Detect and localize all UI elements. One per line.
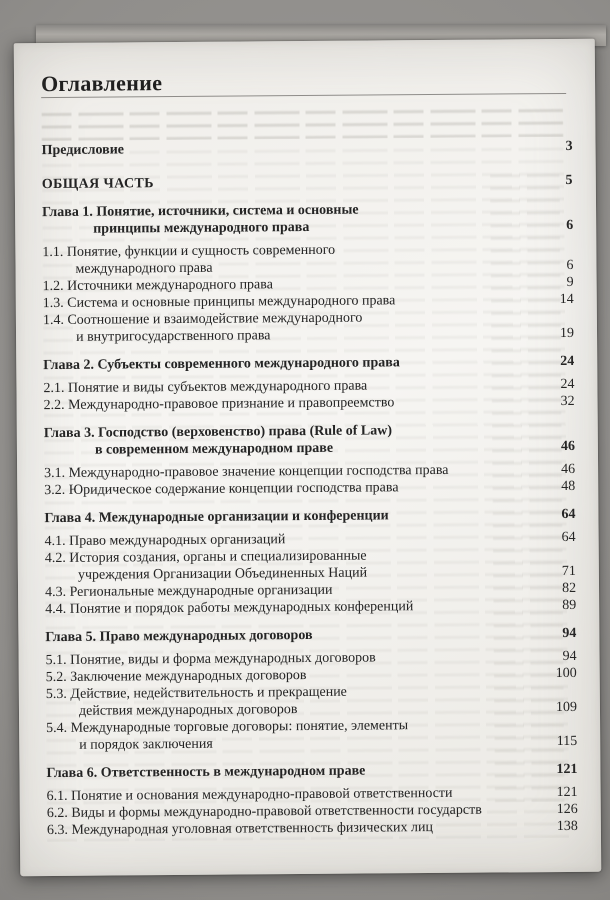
toc-entry-label: 1.3. Система и основные принципы международного права — [42, 293, 396, 312]
toc-entry-page-number: 121 — [556, 761, 578, 778]
toc-entry — [42, 240, 573, 278]
toc-entry-page-number: 19 — [559, 325, 575, 342]
toc-entry-label: 5.3. Действие, недействительность и прекращение действия международных договоров — [45, 684, 347, 719]
toc-entry — [45, 597, 576, 618]
toc-entry — [46, 716, 577, 754]
toc-entry-label: 5.2. Заключение международных договоров — [45, 668, 307, 686]
toc-entry-page-number: 48 — [561, 478, 576, 495]
toc-entry-page-number: 109 — [555, 699, 578, 716]
toc-entry-page-number: 100 — [555, 665, 577, 682]
toc-entry-page-number: 94 — [562, 625, 577, 642]
toc-entry-page-number: 94 — [562, 648, 577, 665]
toc-entry-label: Глава 3. Господство (верховенство) права (Rule of Law) в современном международном праве — [43, 423, 393, 458]
toc-entry — [44, 478, 575, 499]
toc-entry-label: 2.2. Международно-правовое признание и правопреемство — [43, 395, 395, 414]
toc-entry — [42, 200, 573, 238]
toc-entry-label: 6.2. Виды и формы международно-правовой ответственности государств — [46, 802, 482, 822]
toc-entry-page-number: 5 — [565, 172, 573, 188]
toc-entry — [45, 625, 576, 646]
toc-entry-page-number: 6 — [566, 217, 574, 233]
toc-entry-label: Глава 2. Субъекты современного международного права — [43, 355, 400, 374]
toc-entry — [44, 421, 575, 459]
toc-entry-page-number: 24 — [560, 353, 575, 370]
toc-entry-label: 4.2. История создания, органы и специализированные учреждения Организации Объединенных Наций — [44, 548, 368, 583]
toc-entry-label: Глава 5. Право международных договоров — [45, 627, 313, 646]
toc-entry-page-number: 89 — [562, 597, 577, 614]
toc-entry-page-number: 3 — [565, 138, 573, 154]
toc-entry-page-number: 64 — [561, 506, 576, 523]
toc-entry-page-number: 32 — [560, 393, 575, 410]
toc-entry-label: Глава 6. Ответственность в международном праве — [46, 763, 366, 782]
toc-entry — [42, 138, 573, 159]
toc-entry-label: 5.1. Понятие, виды и форма международных договоров — [45, 650, 376, 669]
toc-entry-label: 1.4. Соотношение и взаимодействие международного и внутригосударственного права — [42, 310, 363, 345]
toc-entry-label: 1.2. Источники международного права — [42, 277, 273, 295]
table-of-contents — [42, 138, 578, 839]
toc-entry-label: 3.1. Международно-правовое значение концепции господства права — [44, 462, 449, 482]
toc-entry — [42, 172, 573, 193]
toc-entry-label: 4.1. Право международных организаций — [44, 532, 286, 550]
toc-entry — [43, 308, 574, 346]
toc-entry — [46, 682, 577, 720]
toc-entry-page-number: 138 — [556, 818, 578, 835]
toc-entry-label: 1.1. Понятие, функции и сущность современного международного права — [42, 242, 336, 277]
toc-entry-page-number: 9 — [566, 274, 574, 290]
toc-entry — [44, 506, 575, 527]
book-page — [14, 39, 602, 877]
toc-entry-page-number: 24 — [560, 376, 575, 393]
toc-entry-label: Предисловие — [41, 142, 125, 159]
toc-entry — [47, 818, 578, 839]
toc-entry-page-number: 46 — [561, 461, 576, 478]
toc-entry-label: Глава 1. Понятие, источники, система и основные принципы международного права — [42, 202, 359, 237]
toc-entry-page-number: 14 — [559, 291, 574, 308]
showthrough-text-band — [41, 100, 563, 141]
toc-entry-page-number: 115 — [556, 733, 578, 750]
toc-entry-label: 6.1. Понятие и основания международно-правовой ответственности — [46, 785, 453, 805]
toc-entry-page-number: 46 — [560, 438, 575, 455]
toc-entry-label: 5.4. Международные торговые договоры: понятие, элементы и порядок заключения — [46, 718, 409, 753]
toc-entry-page-number: 6 — [566, 257, 574, 273]
page-title: Оглавление — [40, 69, 163, 96]
toc-entry-page-number: 64 — [561, 529, 576, 546]
toc-entry — [43, 353, 574, 374]
toc-entry-label: Глава 4. Международные организации и конференции — [44, 508, 389, 527]
toc-entry-label: ОБЩАЯ ЧАСТЬ — [41, 176, 154, 193]
toc-entry-page-number: 71 — [561, 563, 576, 580]
toc-entry-label: 6.3. Международная уголовная ответственность физических лиц — [46, 820, 434, 839]
toc-entry — [46, 761, 577, 782]
toc-entry-label: 2.1. Понятие и виды субъектов международного права — [43, 378, 368, 397]
toc-entry — [44, 393, 575, 414]
toc-entry-page-number: 126 — [556, 801, 578, 818]
toc-entry-label: 3.2. Юридическое содержание концепции господства права — [44, 480, 399, 499]
toc-entry — [45, 546, 576, 584]
toc-entry-page-number: 121 — [556, 784, 578, 801]
toc-entry-label: 4.3. Региональные международные организации — [44, 582, 333, 601]
toc-entry-page-number: 82 — [561, 580, 577, 597]
toc-entry-label: 4.4. Понятие и порядок работы международных конференций — [45, 599, 414, 618]
